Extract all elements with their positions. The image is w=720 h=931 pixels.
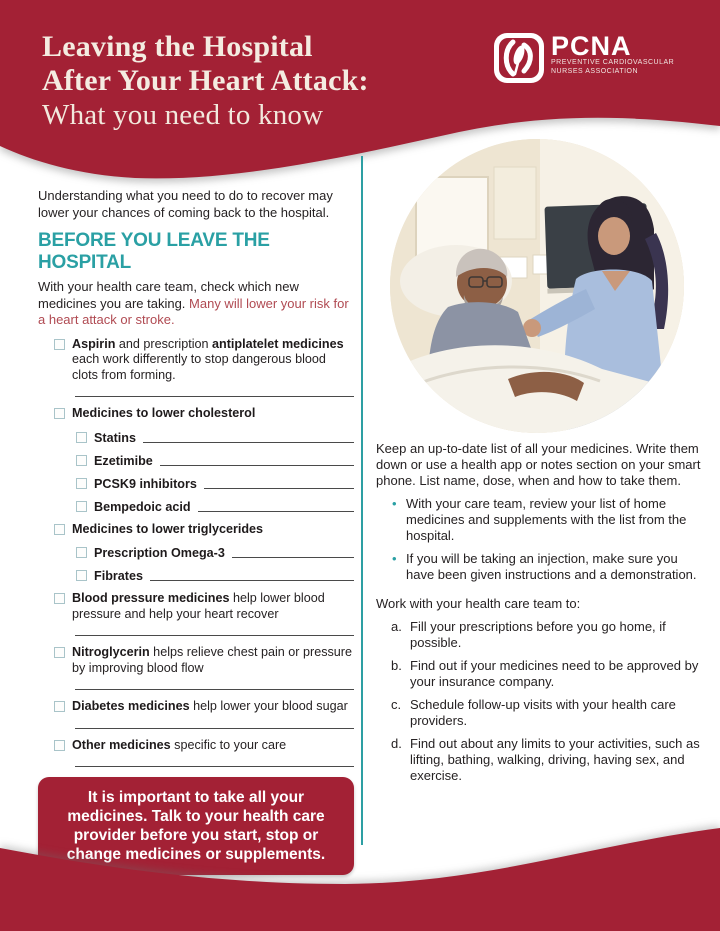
write-in-line[interactable]	[150, 580, 354, 581]
sub-item-label: PCSK9 inhibitors	[94, 476, 197, 491]
bullet-item	[376, 496, 707, 544]
sub-checklist-item	[76, 568, 354, 583]
sub-checklist-item	[76, 430, 354, 445]
team-item-label: c.	[391, 697, 402, 712]
checklist-item-text: Aspirin and prescription antiplatelet medicines each work differently to stop dangerous blood clots from forming.	[72, 336, 344, 382]
team-item	[376, 658, 707, 690]
checkbox-icon[interactable]	[54, 740, 65, 751]
bullet-item	[376, 551, 707, 583]
checkbox-icon[interactable]	[54, 524, 65, 535]
risk-highlight-text: Many will lower your risk for a heart attack or stroke.	[38, 295, 349, 327]
sub-item-label: Ezetimibe	[94, 453, 153, 468]
checkbox-icon[interactable]	[76, 570, 87, 581]
checkbox-icon[interactable]	[76, 478, 87, 489]
team-item-text: Schedule follow-up visits with your health care providers.	[410, 697, 676, 728]
sub-checklist-item	[76, 499, 354, 514]
write-in-line[interactable]	[75, 689, 354, 690]
right-column	[376, 441, 707, 784]
bullet-text: With your care team, review your list of home medicines and supplements with the list from the hospital.	[406, 496, 687, 543]
team-item-label: d.	[391, 736, 402, 751]
bullet-icon: •	[392, 496, 397, 511]
checkbox-icon[interactable]	[54, 593, 65, 604]
write-in-line[interactable]	[198, 511, 354, 512]
team-heading: Work with your health care team to:	[376, 596, 581, 611]
write-in-line[interactable]	[75, 766, 354, 767]
pcna-logo-tagline-2: NURSES ASSOCIATION	[551, 67, 639, 75]
pcna-logo	[494, 33, 674, 83]
team-item-label: b.	[391, 658, 402, 673]
checklist-item	[54, 738, 354, 754]
checklist-item	[54, 522, 354, 538]
team-item	[376, 697, 707, 729]
checklist-item-text: Other medicines specific to your care	[72, 737, 287, 752]
write-in-line[interactable]	[143, 442, 354, 443]
sub-checklist-item	[76, 545, 354, 560]
page-title	[42, 30, 369, 132]
team-item-text: Find out if your medicines need to be approved by your insurance company.	[410, 658, 699, 689]
checkbox-icon[interactable]	[54, 408, 65, 419]
write-in-line[interactable]	[160, 465, 354, 466]
sub-item-label: Statins	[94, 430, 136, 445]
pcna-logo-tagline-1: PREVENTIVE CARDIOVASCULAR	[551, 59, 675, 66]
checkbox-icon[interactable]	[76, 432, 87, 443]
team-item-text: Find out about any limits to your activities, such as lifting, bathing, walking, driving, having sex, and exercise.	[410, 736, 700, 783]
check-instruction	[38, 279, 354, 329]
warning-box: It is important to take all your medicines. Talk to your health care provider before you start, stop or change medicines or supplements.	[38, 777, 354, 875]
footer-wave	[0, 821, 720, 931]
write-in-line[interactable]	[75, 728, 354, 729]
sub-checklist-item	[76, 476, 354, 491]
checklist-item-text: Blood pressure medicines help lower blood pressure and help your heart recover	[72, 591, 325, 621]
checklist-item-text: Medicines to lower cholesterol	[72, 406, 256, 420]
write-in-line[interactable]	[75, 635, 354, 636]
check-instruction-text: With your health care team, check which new medicines you are taking.	[38, 279, 299, 311]
title-line-3: What you need to know	[42, 99, 324, 131]
pcna-logo-text	[551, 33, 674, 76]
team-item-label: a.	[391, 619, 402, 634]
intro-paragraph: Understanding what you need to do to recover may lower your chances of coming back to the hospital.	[38, 188, 333, 220]
checklist-item	[54, 699, 354, 715]
column-divider	[361, 156, 363, 845]
checkbox-icon[interactable]	[54, 647, 65, 658]
checklist-item	[54, 337, 354, 384]
title-line-1: Leaving the Hospital	[42, 30, 313, 63]
checklist-item-text: Medicines to lower triglycerides	[72, 521, 264, 536]
write-in-line[interactable]	[232, 557, 354, 558]
sub-item-label: Bempedoic acid	[94, 499, 191, 514]
pcna-logo-name: PCNA	[551, 31, 632, 61]
pcna-heart-leaf-icon	[494, 33, 544, 83]
hospital-photo-illustration	[390, 139, 684, 433]
medicine-list-paragraph: Keep an up-to-date list of all your medicines. Write them down or use a health app or notes section on your smart phone. List name, dose, when and how to take them.	[376, 441, 701, 488]
sub-item-label: Fibrates	[94, 569, 143, 583]
hospital-photo	[384, 133, 690, 439]
checkbox-icon[interactable]	[54, 339, 65, 350]
team-item	[376, 736, 707, 784]
checklist-item-text: Diabetes medicines help lower your blood sugar	[72, 699, 348, 713]
bullet-icon: •	[392, 551, 397, 566]
checklist-item	[54, 645, 354, 676]
checklist-item-text: Nitroglycerin helps relieve chest pain or pressure by improving blood flow	[72, 645, 352, 675]
team-item	[376, 619, 707, 651]
left-column	[38, 188, 354, 875]
checkbox-icon[interactable]	[76, 501, 87, 512]
checkbox-icon[interactable]	[76, 547, 87, 558]
title-line-2: After Your Heart Attack:	[42, 64, 369, 97]
team-item-text: Fill your prescriptions before you go home, if possible.	[410, 619, 666, 650]
checkbox-icon[interactable]	[76, 455, 87, 466]
write-in-line[interactable]	[204, 488, 354, 489]
checklist-item	[54, 406, 354, 422]
sub-checklist-item	[76, 453, 354, 468]
checklist-item	[54, 591, 354, 622]
checkbox-icon[interactable]	[54, 701, 65, 712]
sub-item-label: Prescription Omega-3	[94, 546, 225, 560]
bullet-text: If you will be taking an injection, make sure you have been given instructions and a demonstration.	[406, 551, 697, 582]
write-in-line[interactable]	[75, 396, 354, 397]
medicine-checklist	[38, 337, 354, 768]
section-heading: BEFORE YOU LEAVE THE HOSPITAL	[38, 230, 270, 273]
